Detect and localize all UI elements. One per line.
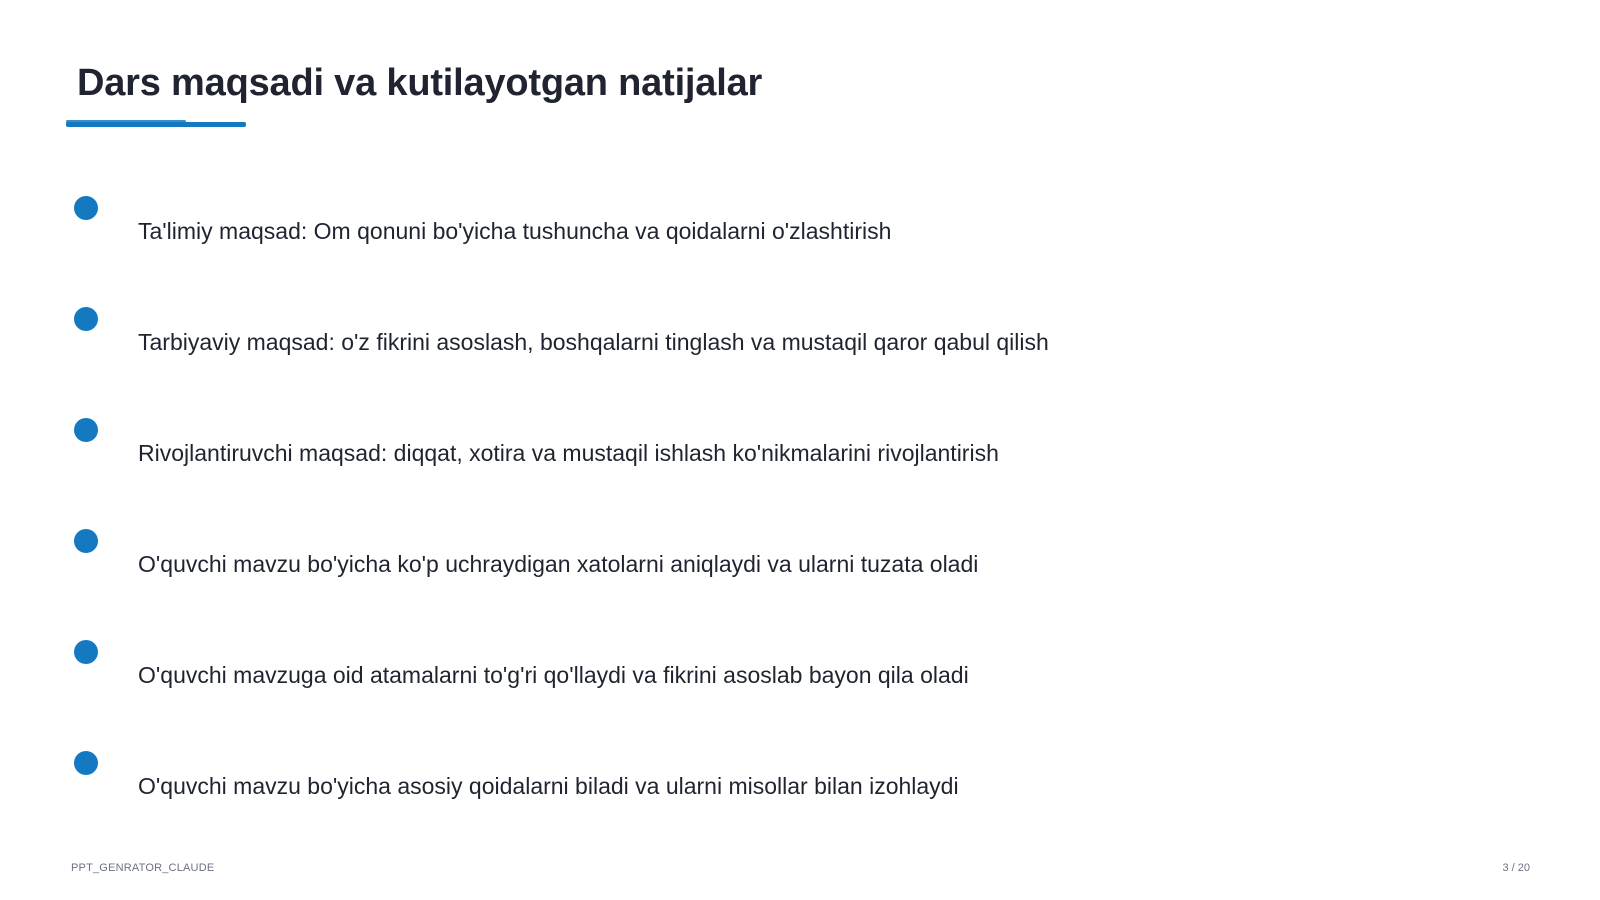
bullet-dot-icon <box>74 640 98 664</box>
bullet-text: Tarbiyaviy maqsad: o'z fikrini asoslash, boshqalarni tinglash va mustaqil qaror qabul qilish <box>138 329 1049 355</box>
bullet-text: Ta'limiy maqsad: Om qonuni bo'yicha tushuncha va qoidalarni o'zlashtirish <box>138 218 892 244</box>
list-item <box>0 307 1500 367</box>
bullet-text: O'quvchi mavzu bo'yicha asosiy qoidalarni biladi va ularni misollar bilan izohlaydi <box>138 773 959 799</box>
bullet-dot-icon <box>74 751 98 775</box>
bullet-dot-icon <box>74 418 98 442</box>
list-item <box>0 751 1500 811</box>
bullet-dot-icon <box>74 307 98 331</box>
bullet-dot-icon <box>74 529 98 553</box>
bullet-text: Rivojlantiruvchi maqsad: diqqat, xotira va mustaqil ishlash ko'nikmalarini rivojlantirish <box>138 440 999 466</box>
list-item <box>0 196 1500 256</box>
slide-title: Dars maqsadi va kutilayotgan natijalar <box>77 62 763 104</box>
list-item <box>0 418 1500 478</box>
page-indicator: 3 / 20 <box>1502 862 1530 874</box>
footer-source: PPT_GENRATOR_CLAUDE <box>71 862 215 874</box>
list-item <box>0 640 1500 700</box>
bullet-dot-icon <box>74 196 98 220</box>
bullet-text: O'quvchi mavzuga oid atamalarni to'g'ri qo'llaydi va fikrini asoslab bayon qila oladi <box>138 662 969 688</box>
bullet-text: O'quvchi mavzu bo'yicha ko'p uchraydigan xatolarni aniqlaydi va ularni tuzata oladi <box>138 551 979 577</box>
list-item <box>0 529 1500 589</box>
